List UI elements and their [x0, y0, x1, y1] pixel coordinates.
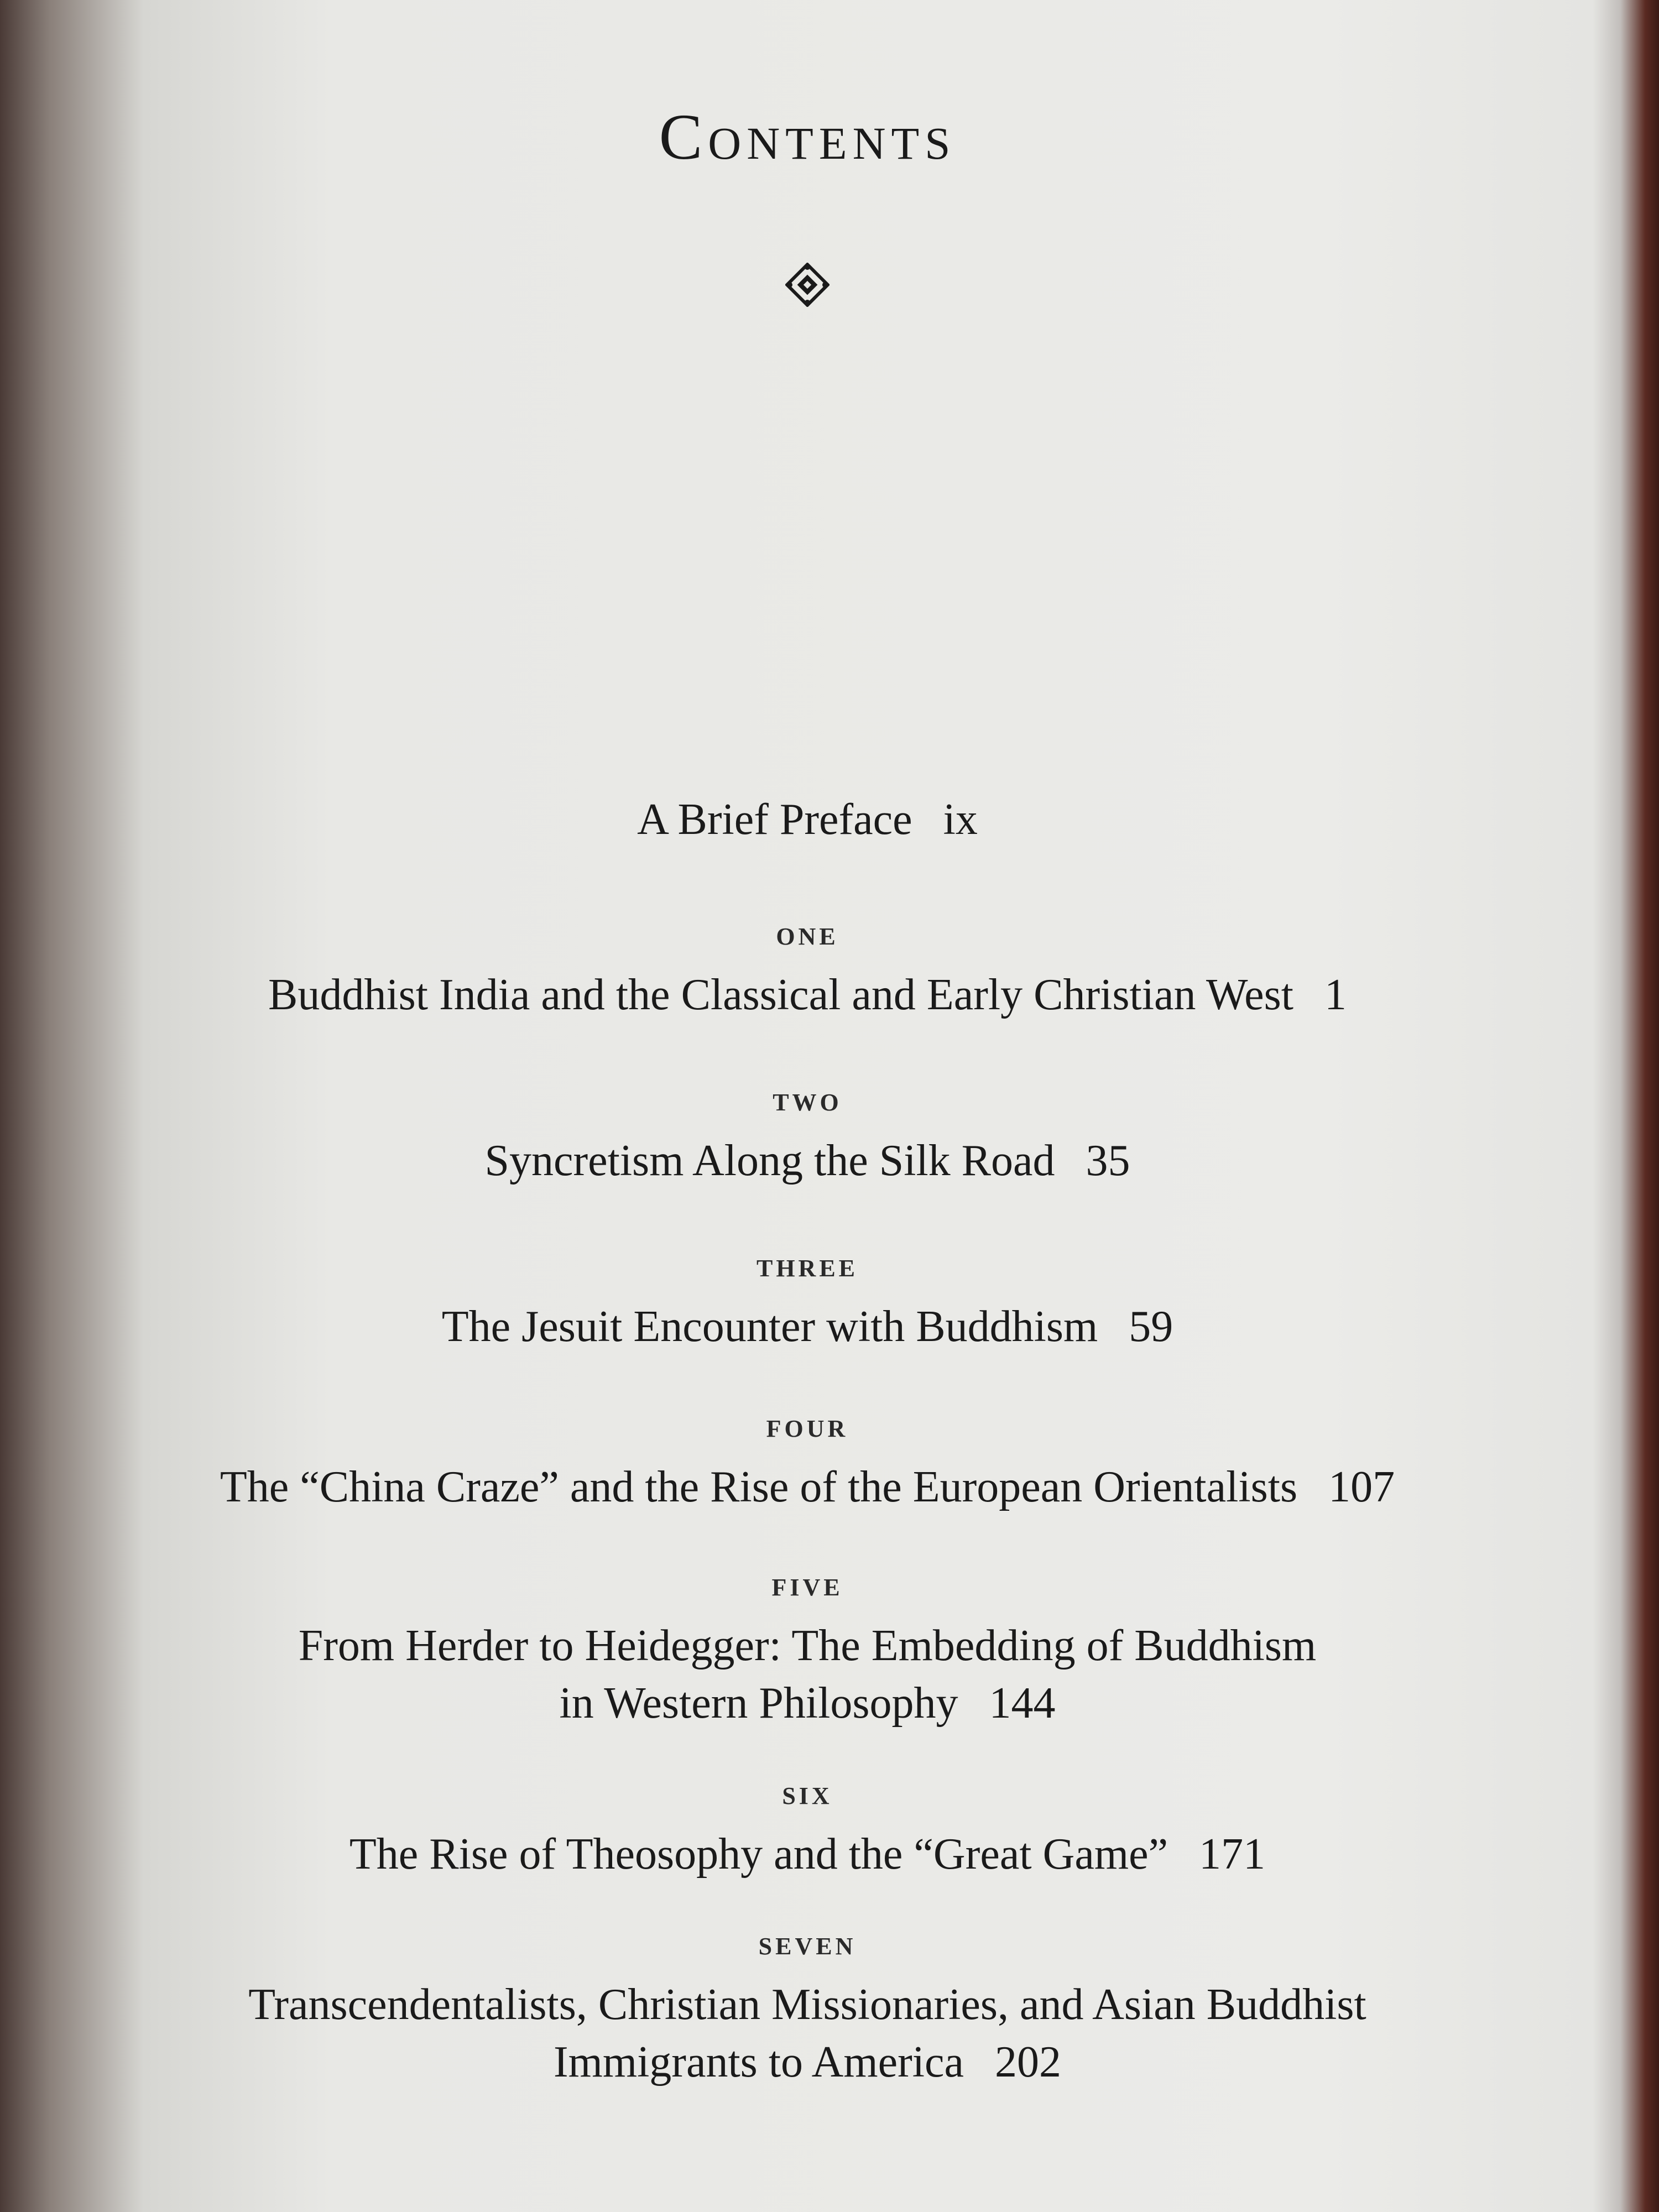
chapter-page-number: 1 [1324, 971, 1347, 1019]
chapter-page-number: 202 [995, 2038, 1062, 2086]
chapter-number: SIX [782, 1782, 833, 1809]
chapter-number: FOUR [766, 1415, 849, 1442]
chapter-number: ONE [776, 923, 839, 950]
chapter-page-number: 171 [1199, 1830, 1266, 1879]
chapter-title-line2: in Western Philosophy [559, 1679, 958, 1728]
chapter-entry-seven[interactable] [0, 1932, 1615, 2091]
chapter-number: TWO [773, 1089, 842, 1116]
diamond-knot-icon [785, 263, 830, 307]
chapter-title-line2: Immigrants to America [553, 2038, 964, 2086]
chapter-entry-four[interactable] [0, 1415, 1615, 1516]
chapter-page-number: 35 [1086, 1136, 1130, 1185]
chapter-title: The Jesuit Encounter with Buddhism [441, 1302, 1098, 1351]
chapter-entry-five[interactable] [0, 1573, 1615, 1732]
chapter-title: From Herder to Heidegger: The Embedding of Buddhism [298, 1621, 1317, 1670]
preface-entry[interactable] [0, 791, 1615, 848]
chapter-page-number: 144 [989, 1679, 1056, 1728]
chapter-title: The “China Craze” and the Rise of the European Orientalists [220, 1463, 1298, 1511]
chapter-entry-six[interactable] [0, 1782, 1615, 1883]
chapter-title: Syncretism Along the Silk Road [484, 1136, 1055, 1185]
chapter-entry-two[interactable] [0, 1088, 1615, 1190]
chapter-number: THREE [756, 1255, 859, 1282]
chapter-title: The Rise of Theosophy and the “Great Game” [349, 1830, 1168, 1879]
chapter-number: SEVEN [758, 1933, 857, 1960]
chapter-title: Transcendentalists, Christian Missionaries, and Asian Buddhist [248, 1980, 1366, 2029]
page-title: Contents [659, 101, 956, 173]
chapter-entry-one[interactable] [0, 922, 1615, 1024]
chapter-title: Buddhist India and the Classical and Early Christian West [268, 971, 1293, 1019]
chapter-page-number: 107 [1328, 1463, 1395, 1511]
preface-page-number: ix [943, 795, 978, 844]
chapter-number: FIVE [771, 1574, 843, 1601]
preface-label: A Brief Preface [637, 795, 912, 844]
chapter-entry-three[interactable] [0, 1254, 1615, 1355]
chapter-page-number: 59 [1129, 1302, 1173, 1351]
